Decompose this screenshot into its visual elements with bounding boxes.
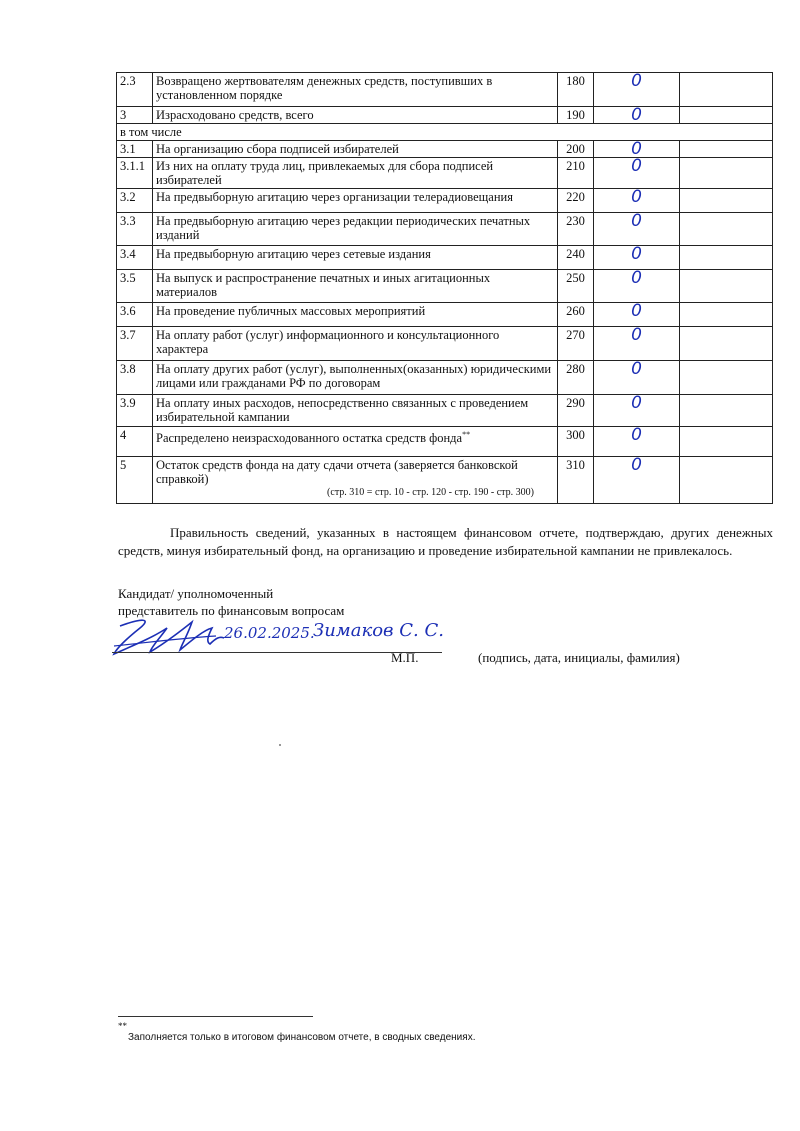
row-name: На проведение публичных массовых мероприятий xyxy=(156,304,426,318)
row-note-empty xyxy=(680,361,773,395)
row-code: 220 xyxy=(558,189,594,213)
row-note-empty xyxy=(680,107,773,124)
row-name: Возвращено жертвователям денежных средств, поступивших в установленном порядке xyxy=(156,74,493,102)
stamp-place-label: М.П. xyxy=(391,650,419,665)
row-code: 300 xyxy=(558,427,594,457)
row-number: 3.9 xyxy=(117,395,153,427)
row-name-cell xyxy=(153,427,558,457)
signature-caption: (подпись, дата, инициалы, фамилия) xyxy=(478,650,680,665)
row-name-cell xyxy=(153,246,558,270)
row-name: На предвыборную агитацию через редакции периодических печатных изданий xyxy=(156,214,531,242)
signature-date: 26.02.2025. xyxy=(224,624,315,642)
row-number: 2.3 xyxy=(117,73,153,107)
table-row xyxy=(117,303,773,327)
row-name: На организацию сбора подписей избирателей xyxy=(156,142,399,156)
row-note-empty xyxy=(680,246,773,270)
row-value: 0 xyxy=(594,246,680,270)
row-number: 3.7 xyxy=(117,327,153,361)
row-number: 3.1.1 xyxy=(117,158,153,189)
row-code: 230 xyxy=(558,213,594,246)
row-number: 3.3 xyxy=(117,213,153,246)
footnote-divider xyxy=(118,1016,313,1017)
row-name-cell xyxy=(153,141,558,158)
row-note-empty xyxy=(680,303,773,327)
row-name: На оплату иных расходов, непосредственно связанных с проведением избирательной кампании xyxy=(156,396,529,424)
table-row xyxy=(117,141,773,158)
row-code: 260 xyxy=(558,303,594,327)
row-number: 3.8 xyxy=(117,361,153,395)
table-row xyxy=(117,270,773,303)
table-row xyxy=(117,73,773,107)
row-note-empty xyxy=(680,189,773,213)
row-name-cell xyxy=(153,189,558,213)
row-name: Остаток средств фонда на дату сдачи отчета (заверяется банковской справкой) xyxy=(156,458,518,486)
table-row xyxy=(117,361,773,395)
candidate-label-line2: представитель по финансовым вопросам xyxy=(118,603,345,618)
row-code: 200 xyxy=(558,141,594,158)
row-code: 270 xyxy=(558,327,594,361)
row-note-empty xyxy=(680,213,773,246)
row-value: 0 xyxy=(594,107,680,124)
row-formula: (стр. 310 = стр. 10 - стр. 120 - стр. 190 - стр. 300) xyxy=(327,487,534,498)
row-value: 0 xyxy=(594,457,680,504)
table-body-bottom xyxy=(117,141,773,504)
row-value: 0 xyxy=(594,141,680,158)
row-code: 250 xyxy=(558,270,594,303)
row-note-empty xyxy=(680,395,773,427)
candidate-label xyxy=(118,585,344,619)
row-note-empty xyxy=(680,141,773,158)
footnote-mark: ** xyxy=(118,1021,127,1031)
table-row xyxy=(117,189,773,213)
section-label: в том числе xyxy=(117,124,773,141)
table-row xyxy=(117,327,773,361)
row-code: 310 xyxy=(558,457,594,504)
signature-name: Зимаков С. С. xyxy=(313,620,444,641)
row-value: 0 xyxy=(594,189,680,213)
row-value: 0 xyxy=(594,427,680,457)
row-number: 3.1 xyxy=(117,141,153,158)
table-row xyxy=(117,107,773,124)
table-row xyxy=(117,457,773,504)
row-note-empty xyxy=(680,457,773,504)
row-value: 0 xyxy=(594,270,680,303)
row-number: 5 xyxy=(117,457,153,504)
row-note-empty xyxy=(680,327,773,361)
row-code: 190 xyxy=(558,107,594,124)
table-row xyxy=(117,158,773,189)
row-value: 0 xyxy=(594,158,680,189)
row-name-cell xyxy=(153,327,558,361)
row-code: 280 xyxy=(558,361,594,395)
row-name: На выпуск и распространение печатных и иных агитационных материалов xyxy=(156,271,491,299)
table-row xyxy=(117,395,773,427)
row-code: 180 xyxy=(558,73,594,107)
table-row xyxy=(117,246,773,270)
financial-report-table xyxy=(116,72,773,504)
row-name: Распределено неизрасходованного остатка средств фонда xyxy=(156,431,463,446)
row-code: 290 xyxy=(558,395,594,427)
row-value: 0 xyxy=(594,303,680,327)
row-value: 0 xyxy=(594,213,680,246)
row-number: 3.6 xyxy=(117,303,153,327)
section-row xyxy=(117,124,773,141)
row-number: 4 xyxy=(117,427,153,457)
row-name-cell xyxy=(153,303,558,327)
footnote-text: Заполняется только в итоговом финансовом отчете, в сводных сведениях. xyxy=(128,1032,476,1043)
row-number: 3.4 xyxy=(117,246,153,270)
row-name: На предвыборную агитацию через сетевые издания xyxy=(156,247,431,261)
row-number: 3.2 xyxy=(117,189,153,213)
row-name-cell xyxy=(153,361,558,395)
row-note-empty xyxy=(680,73,773,107)
row-name-cell xyxy=(153,213,558,246)
scan-speck xyxy=(279,744,281,746)
row-number: 3 xyxy=(117,107,153,124)
row-name-cell xyxy=(153,158,558,189)
table-body-top xyxy=(117,73,773,124)
row-name-cell xyxy=(153,457,558,504)
row-name-cell xyxy=(153,73,558,107)
row-name-cell xyxy=(153,395,558,427)
row-value: 0 xyxy=(594,361,680,395)
table-section xyxy=(117,124,773,141)
row-name: На оплату других работ (услуг), выполненных(оказанных) юридическими лицами или гражданами РФ по договорам xyxy=(156,362,552,390)
confirmation-text: Правильность сведений, указанных в настоящем финансовом отчете, подтверждаю, других денежных средств, минуя избирательный фонд, на организацию и проведение избирательной кампании не привлекалось. xyxy=(118,525,773,558)
candidate-label-line1: Кандидат/ уполномоченный xyxy=(118,586,274,601)
row-value: 0 xyxy=(594,327,680,361)
row-name: На предвыборную агитацию через организации телерадиовещания xyxy=(156,190,513,204)
row-name: Из них на оплату труда лиц, привлекаемых для сбора подписей избирателей xyxy=(156,159,494,187)
row-name: На оплату работ (услуг) информационного и консультационного характера xyxy=(156,328,500,356)
row-name: Израсходовано средств, всего xyxy=(156,108,314,122)
row-number: 3.5 xyxy=(117,270,153,303)
row-value: 0 xyxy=(594,395,680,427)
row-note-empty xyxy=(680,270,773,303)
row-note-empty xyxy=(680,158,773,189)
footnote-reference: ** xyxy=(462,430,471,439)
row-code: 240 xyxy=(558,246,594,270)
row-name-cell xyxy=(153,107,558,124)
row-code: 210 xyxy=(558,158,594,189)
table-row xyxy=(117,427,773,457)
table-row xyxy=(117,213,773,246)
row-name-cell xyxy=(153,270,558,303)
row-value: 0 xyxy=(594,73,680,107)
row-note-empty xyxy=(680,427,773,457)
